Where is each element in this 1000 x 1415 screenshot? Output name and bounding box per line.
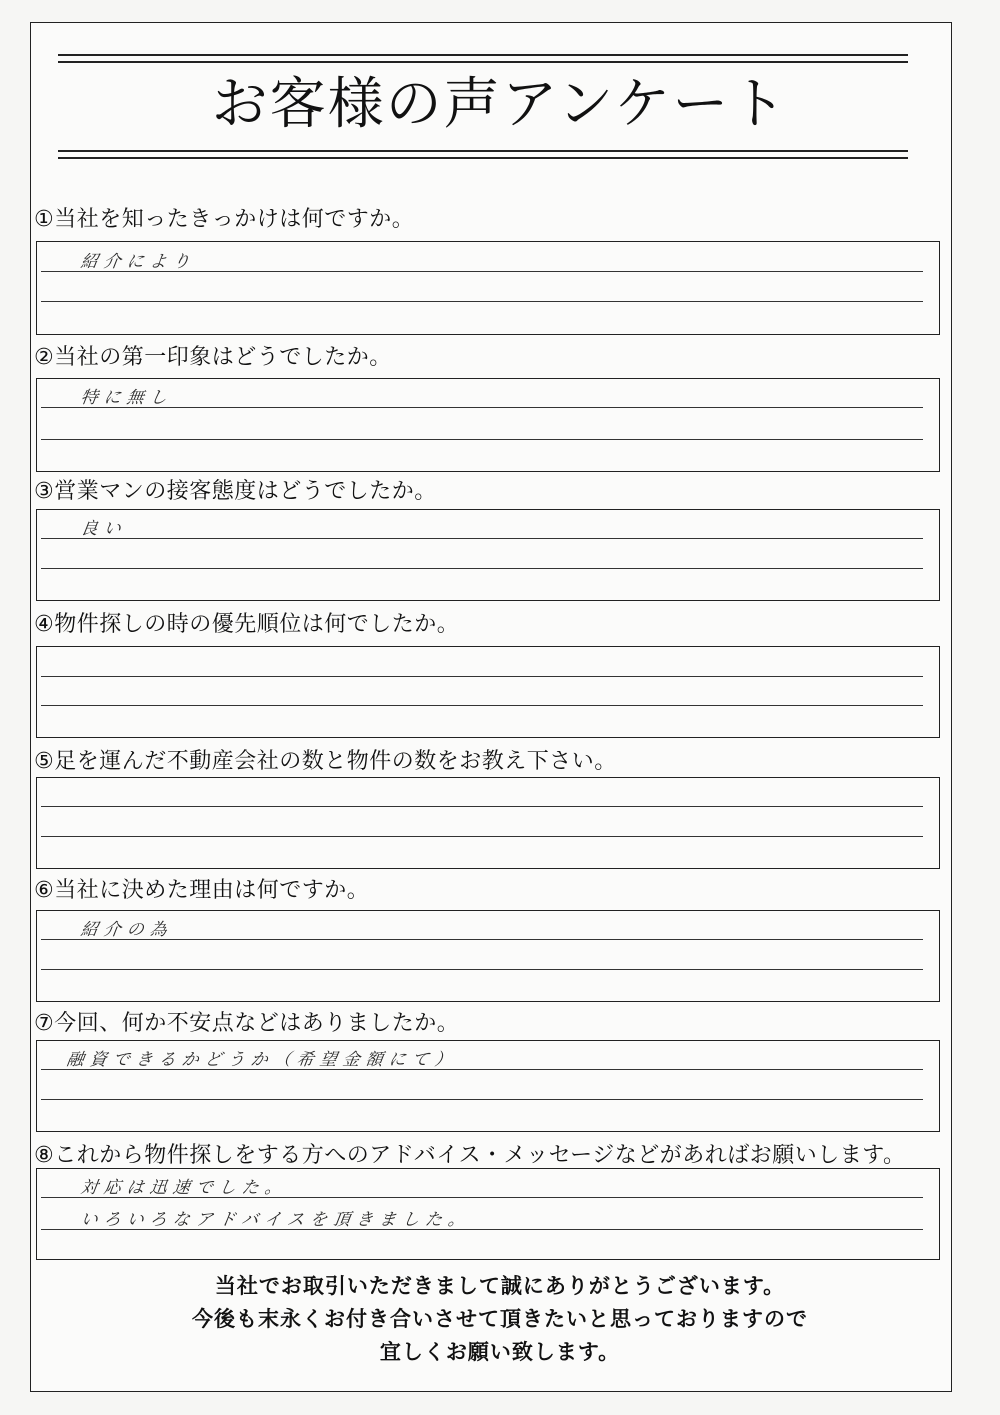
answer-line [41,676,923,677]
title-top-rule [58,54,908,63]
answer-box-5[interactable] [36,777,940,869]
answer-line [41,705,923,706]
answer-line [41,407,923,408]
question-5-label: ⑤足を運んだ不動産会社の数と物件の数をお教え下さい。 [34,749,617,774]
closing-line-1: 当社でお取引いただきまして誠にありがとうございます。 [214,1273,786,1298]
closing-line-2: 今後も末永くお付き合いさせて頂きたいと思っておりますので [192,1306,808,1331]
answer-line [41,301,923,302]
question-2-label: ②当社の第一印象はどうでしたか。 [34,345,392,370]
answer-8-line-2: いろいろなアドバイスを頂きました。 [79,1210,473,1230]
answer-line [41,836,923,837]
answer-box-2[interactable] [36,378,940,472]
answer-box-1[interactable] [36,241,940,335]
answer-box-6[interactable] [36,910,940,1002]
answer-box-3[interactable] [36,509,940,601]
question-1-label: ①当社を知ったきっかけは何ですか。 [34,207,415,232]
answer-line [41,538,923,539]
closing-line-3: 宜しくお願い致します。 [379,1339,621,1364]
answer-1-line-1: 紹介により [79,252,198,272]
answer-line [41,969,923,970]
answer-3-line-1: 良い [79,519,129,539]
answer-box-4[interactable] [36,646,940,738]
question-3-label: ③営業マンの接客態度はどうでしたか。 [34,479,437,504]
answer-box-7[interactable] [36,1040,940,1132]
answer-line [41,939,923,940]
answer-2-line-1: 特に無し [79,388,175,408]
question-8-label: ⑧これから物件探しをする方へのアドバイス・メッセージなどがあればお願いします。 [34,1143,906,1168]
question-7-label: ⑦今回、何か不安点などはありましたか。 [34,1011,460,1036]
title-bottom-rule [58,150,908,159]
answer-line [41,568,923,569]
answer-6-line-1: 紹介の為 [79,920,175,940]
answer-line [41,439,923,440]
answer-8-line-1: 対応は迅速でした。 [79,1178,290,1198]
form-title: お客様の声アンケート [211,72,789,137]
question-6-label: ⑥当社に決めた理由は何ですか。 [34,878,370,903]
answer-line [41,806,923,807]
answer-7-line-1: 融資できるかどうか（希望金額にて） [65,1050,460,1070]
answer-line [41,1099,923,1100]
question-4-label: ④物件探しの時の優先順位は何でしたか。 [34,612,460,637]
answer-box-8[interactable] [36,1168,940,1260]
